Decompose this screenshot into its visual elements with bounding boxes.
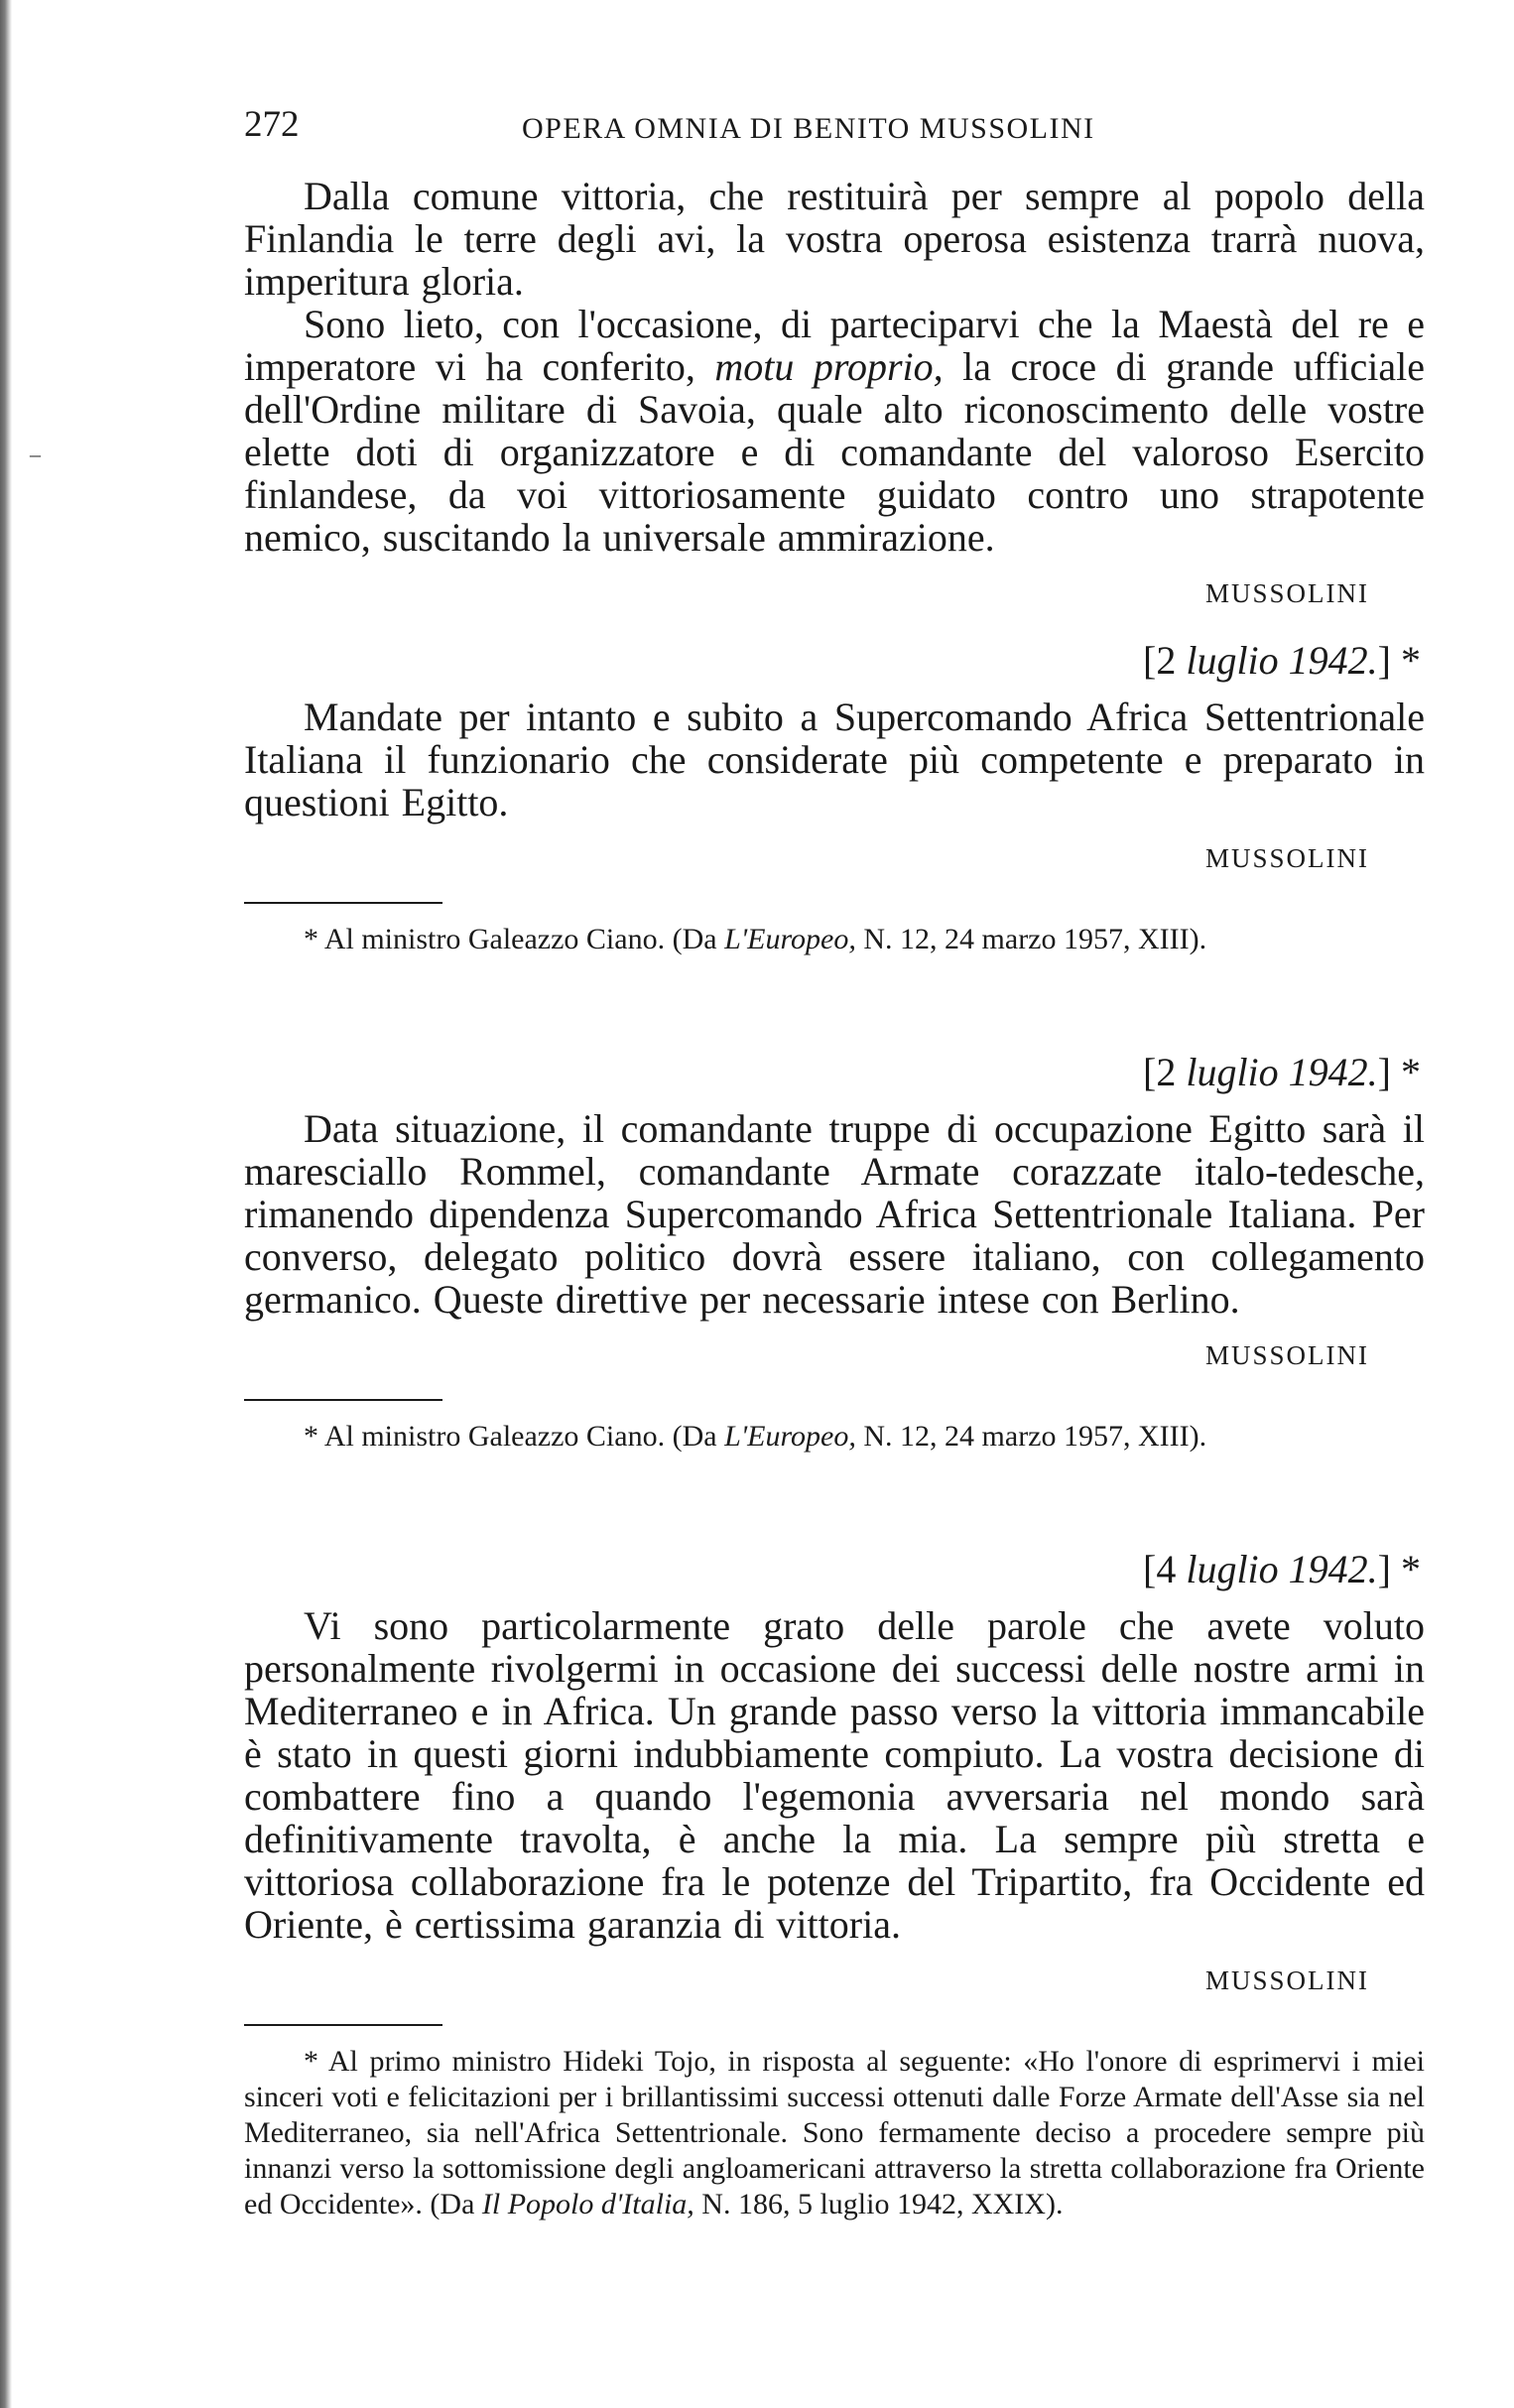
message-tojo	[244, 1548, 1425, 2222]
footnote-rule	[244, 2024, 442, 2026]
spacer	[244, 957, 1425, 1027]
dateline	[244, 1051, 1425, 1093]
dateline-close: ] *	[1377, 1050, 1421, 1094]
footnote	[244, 922, 1425, 957]
paragraph-1: Dalla comune vittoria, che restituirà per sempre al popolo della Finlandia le terre degli avi, la vostra operosa esistenza trarrà nuova, imperitura gloria.	[244, 174, 1425, 304]
footnote	[244, 1419, 1425, 1455]
telegram-2-july-b	[244, 1051, 1425, 1455]
dateline	[244, 1548, 1425, 1590]
footnote-part-b: N. 12, 24 marzo 1957, XIII).	[855, 1420, 1207, 1453]
signature: MUSSOLINI	[1204, 1340, 1369, 1370]
page-header	[244, 95, 1425, 175]
footnote-rule	[244, 902, 442, 904]
page-number: 272	[244, 104, 300, 145]
dateline-italic: luglio 1942.	[1186, 1050, 1378, 1094]
spacer	[244, 1455, 1425, 1524]
page	[244, 95, 1425, 2222]
paragraph-2-part-b: la croce di grande ufficiale dell'Ordine militare di Savoia, quale alto riconoscimento delle vostre elette doti di organizzatore e di comandante del valoroso Esercito finlandese, da voi vittoriosamente guidato contro uno strapotente nemico, suscitando la universale ammirazione.	[244, 344, 1425, 560]
dateline-open: [4	[1143, 1547, 1187, 1591]
footnote-part-a: * Al ministro Galeazzo Ciano. (Da	[304, 923, 725, 955]
paragraph-2	[244, 303, 1425, 559]
paragraph: Data situazione, il comandante truppe di occupazione Egitto sarà il maresciallo Rommel, comandante Armate corazzate italo-tedesche, rimanendo dipendenza Supercomando Africa Settentrionale Italiana. Per converso, delegato politico dovrà essere italiano, con collegamento germanico. Queste direttive per necessarie intese con Berlino.	[244, 1106, 1425, 1322]
dateline-italic: luglio 1942.	[1186, 638, 1378, 683]
dateline-open: [2	[1143, 1050, 1187, 1094]
dateline-italic: luglio 1942.	[1186, 1547, 1378, 1591]
footnote-part-b: N. 12, 24 marzo 1957, XIII).	[855, 923, 1207, 955]
signature: MUSSOLINI	[1204, 843, 1369, 873]
paragraph: Vi sono particolarmente grato delle parole che avete voluto personalmente rivolgermi in occasione dei successi delle nostre armi in Mediterraneo e in Africa. Un grande passo verso la vittoria immancabile è stato in questi giorni indubbiamente compiuto. La vostra decisione di combattere fino a quando l'egemonia avversaria nel mondo sarà definitivamente travolta, è anche la mia. La sempre più stretta e vittoriosa collaborazione fra le potenze del Tripartito, fra Occidente ed Oriente, è certissima garanzia di vittoria.	[244, 1603, 1425, 1947]
dateline-open: [2	[1143, 638, 1187, 683]
footnote-part-a: * Al primo ministro Hideki Tojo, in risposta al seguente: «Ho l'onore di esprimervi i miei sinceri voti e felicitazioni per i brillantissimi successi ottenuti dalle Forze Armate dell'Asse sia nel Mediterraneo, sia nell'Africa Settentrionale. Sono fermamente deciso a procedere sempre più innanzi verso la sottomissione degli angloamericani attraverso la stretta collaborazione fra Oriente ed Occidente». (Da	[244, 2045, 1425, 2220]
running-title: OPERA OMNIA DI BENITO MUSSOLINI	[522, 112, 1095, 145]
paragraph-2-part-a: Sono lieto, con l'occasione, di parteciparvi che la Maestà del re e imperatore vi ha conferito,	[244, 302, 1425, 389]
footnote-part-b: N. 186, 5 luglio 1942, XXIX).	[694, 2188, 1064, 2220]
dateline	[244, 639, 1425, 682]
dateline-close: ] *	[1377, 638, 1421, 683]
footnote-italic: Il Popolo d'Italia,	[481, 2188, 694, 2220]
signature: MUSSOLINI	[1204, 1965, 1369, 1995]
telegram-2-july-a	[244, 639, 1425, 957]
scan-edge-shadow	[0, 0, 12, 2408]
letter-finland	[244, 175, 1425, 615]
footnote-italic: L'Europeo,	[724, 923, 856, 955]
footnote-rule	[244, 1399, 442, 1401]
paragraph: Mandate per intanto e subito a Supercomando Africa Settentrionale Italiana il funzionario che considerate più competente e preparato in questioni Egitto.	[244, 695, 1425, 824]
dateline-close: ] *	[1377, 1547, 1421, 1591]
footnote-italic: L'Europeo,	[724, 1420, 856, 1453]
footnote	[244, 2044, 1425, 2222]
margin-mark: –	[30, 442, 41, 466]
paragraph-2-italic: motu proprio,	[714, 344, 944, 389]
signature: MUSSOLINI	[1204, 578, 1369, 608]
footnote-part-a: * Al ministro Galeazzo Ciano. (Da	[304, 1420, 725, 1453]
